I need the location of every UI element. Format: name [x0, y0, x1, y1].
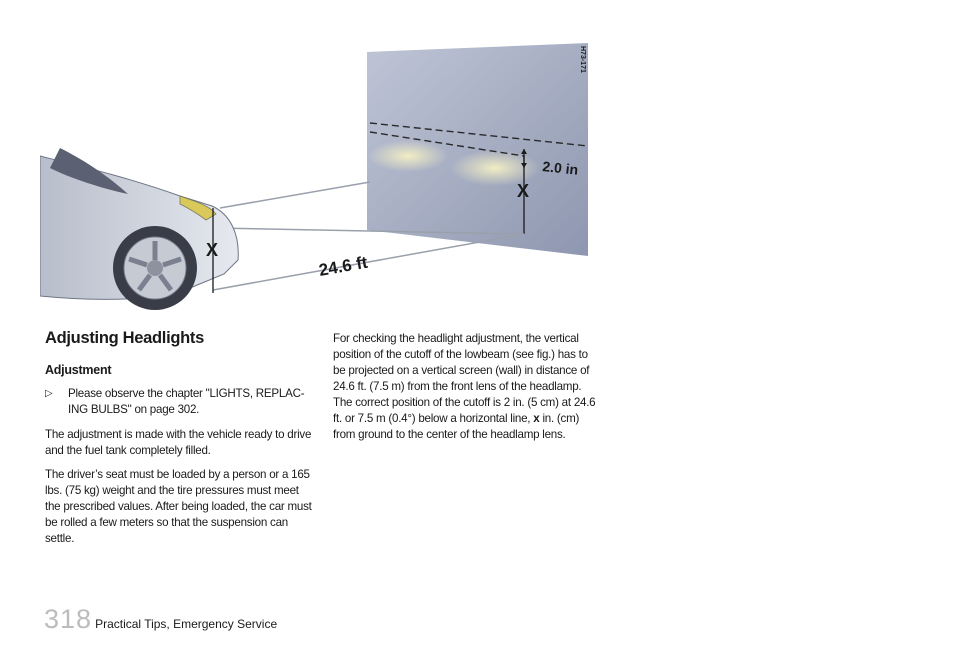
headlight-diagram [40, 38, 595, 313]
car-height-label: X [206, 240, 219, 260]
headlight-adjustment-figure [40, 38, 595, 313]
paragraph-ready-to-drive: The adjustment is made with the vehicle ready to drive and the fuel tank completely filled. [45, 428, 312, 457]
cutoff-label: 2.0 in [541, 158, 579, 178]
beam-line-upper [220, 182, 370, 208]
section-title: Adjusting Headlights [45, 329, 205, 347]
x-symbol: x [533, 412, 540, 425]
paragraph-seat-loading: The driver’s seat must be loaded by a person or a 165 lbs. (75 kg) weight and the tire pressures must meet the prescribed values. After being loaded, the car must be rolled a few meters so that the suspension can settle. [45, 468, 312, 545]
page-footer [44, 604, 277, 635]
light-patch-left [368, 140, 448, 172]
footer-section-name: Practical Tips, Emergency Service [95, 617, 278, 631]
distance-label: 24.6 ft [317, 252, 370, 280]
bullet-text: Please observe the chapter "LIGHTS, REPLAC-ING BULBS" on page 302. [68, 387, 305, 416]
headlight-check-text-end: in. (cm) from ground to the center of the headlamp lens. [333, 412, 580, 441]
subsection-title: Adjustment [45, 363, 112, 377]
car-illustration [40, 148, 238, 310]
headlight-check-text: For checking the headlight adjustment, the vertical position of the cutoff of the lowbeam (see fig.) has to be projected on a vertical screen (wall) in distance of 24.6 ft. (7.5 m) from the front lens of the headlamp. The correct position of the cutoff is 2 in. (5 cm) at 24.6 ft. or 7.5 m (0.4°) below a horizontal line, [333, 332, 596, 425]
page-number: 318 [44, 604, 93, 634]
figure-ref-code: H73-171 [579, 46, 586, 73]
right-column [333, 331, 603, 451]
bullet-item [45, 386, 317, 418]
screen-height-label: X [517, 181, 530, 201]
left-column [45, 328, 317, 555]
triangle-bullet-icon: ▷ [45, 388, 53, 399]
paragraph-headlight-check [333, 331, 603, 443]
distance-line [213, 234, 524, 290]
